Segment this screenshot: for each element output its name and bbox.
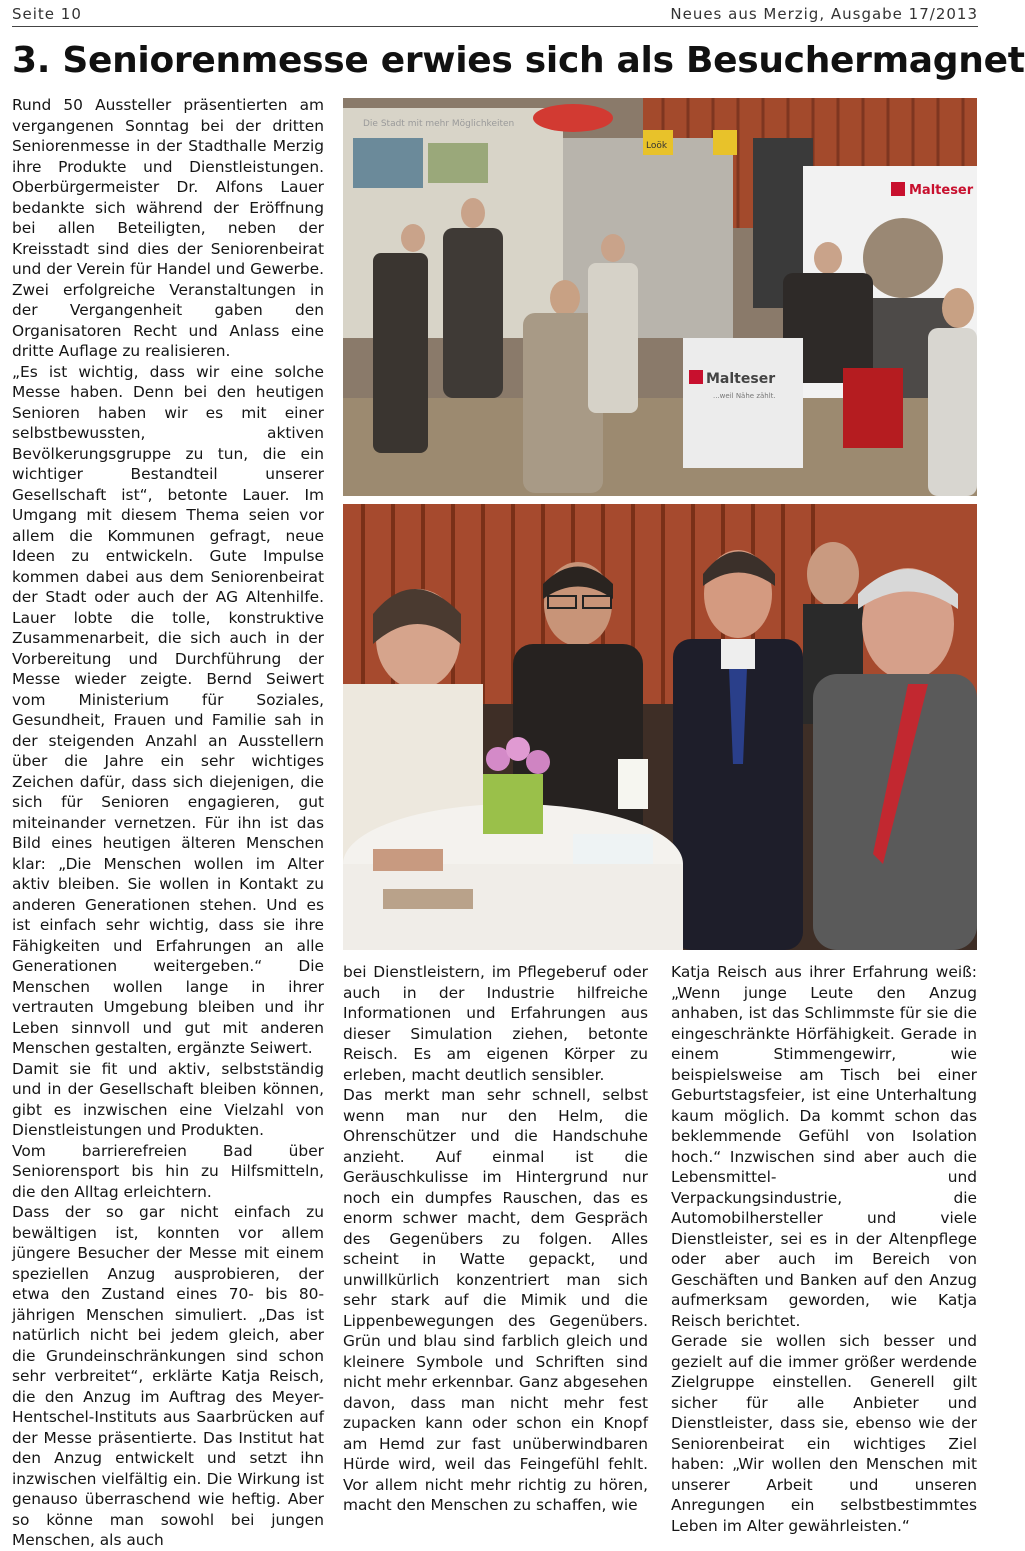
paragraph: Rund 50 Aussteller präsentierten am vergangenen Sonntag bei der dritten Seniorenmesse in der Stadthalle Merzig ihre Produkte und Dienstleistungen. Oberbürgermeister Dr. Alfons Lauer bedankte sich während der Eröffnung bei allen Beteiligten, neben der Kreisstadt sind dies der Seniorenbeirat und der Verein für Handel und Gewerbe. Zwei erfolgreiche Veranstaltungen in der Vergangenheit gaben den Organisatoren Recht und Anlass eine dritte Auflage zu realisieren.	[12, 96, 324, 360]
paragraph: Vom barrierefreien Bad über Seniorensport bis hin zu Hilfsmitteln, die den Alltag erleichtern.	[12, 1141, 324, 1201]
paragraph: „Es ist wichtig, dass wir eine solche Messe haben. Denn bei den heutigen Senioren haben wir es mit einer selbstbewussten, aktiven Bevölkerungsgruppe zu tun, die ein wichtiger Bestandteil unserer Gesellschaft ist“, betonte Lauer. Im Umgang mit diesem Thema seien vor allem die Kommunen gefragt, neue Ideen zu entwickeln. Gute Impulse kommen dabei aus dem Seniorenbeirat der Stadt oder auch der AG Altenhilfe. Lauer lobte die tolle, konstruktive Zusammenarbeit, die sich auch in der Vorbereitung und Durchführung der Messe wieder zeigte. Bernd Seiwert vom Ministerium für Soziales, Gesundheit, Frauen und Familie sah in der steigenden Anzahl an Ausstellern über die Jahre ein sehr wichtiges Zeichen dafür, dass sich diejenigen, die sich für Senioren engagieren, gut miteinander vernetzen. Für ihn ist das Bild eines heutigen älteren Menschen klar: „Die Menschen wollen im Alter aktiv bleiben. Sie wollen in Kontakt zu anderen Generationen stehen. Und es ist einfach sehr wichtig, dass sie ihre Fähigkeiten und Erfahrungen an alle Generationen weitergeben.“ Die Menschen wollen lange in ihrer vertrauten Umgebung bleiben und ihr Leben sinnvoll und gut mit anderen Menschen gestalten, ergänzte Seiwert.	[12, 362, 324, 1057]
backwall-text: Die Stadt mit mehr Möglichkeiten	[363, 119, 515, 129]
paragraph: Damit sie fit und aktiv, selbstständig und in der Gesellschaft bleiben können, gibt es inzwischen eine Vielzahl von Dienstleistungen und Produkten.	[12, 1059, 324, 1139]
paragraph: bei Dienstleistern, im Pflegeberuf oder auch in der Industrie hilfreiche Informationen und Erfahrungen aus dieser Simulation ziehen, betonte Reisch. Es am eigenen Körper zu erleben, macht deutlich sensibler.	[343, 963, 648, 1084]
paragraph: Das merkt man sehr schnell, selbst wenn man nur den Helm, die Ohrenschützer und die Handschuhe anzieht. Auf einmal ist die Geräuschkulisse im Hintergrund nur noch ein dumpfes Rauschen, das es enorm schwer macht, dem Gespräch des Gegenübers zu folgen. Alles scheint in Watte gepackt, und unwillkürlich konzentriert man sich sehr stark auf die Mimik und die Lippenbewegungen des Gegenübers. Grün und blau sind farblich gleich und kleinere Symbole und Schriften sind nicht mehr erkennbar. Ganz abgesehen davon, dass man nicht mehr fest zupacken kann oder schon ein Knopf am Hemd zur fast unüberwindbaren Hürde wird, weil das Feingefühl fehlt. Vor allem nicht mehr richtig zu hören, macht den Menschen zu schaffen, wie	[343, 1086, 648, 1514]
header-rule	[12, 26, 978, 27]
malteser-banner-text: Malteser	[909, 183, 974, 198]
booth-sign: Loök	[646, 141, 668, 151]
page-number: Seite 10	[12, 5, 82, 23]
issue-label: Neues aus Merzig, Ausgabe 17/2013	[670, 5, 978, 23]
article-column-2	[343, 962, 648, 1514]
article-column-1	[12, 95, 324, 1549]
paragraph: Dass der so gar nicht einfach zu bewältigen ist, konnten vor allem jüngere Besucher der Messe mit einem speziellen Anzug ausprobieren, der etwa den Zustand eines 70- bis 80-jährigen Menschen simuliert. „Das ist natürlich nicht bei jedem gleich, aber die Grundeinschränkungen sind schon sehr verbreitet“, erklärte Katja Reisch, die den Anzug im Auftrag des Meyer-Hentschel-Instituts aus Saarbrücken auf der Messe präsentierte. Das Institut hat den Anzug entwickelt und setzt ihn inzwischen vielfältig ein. Die Wirkung ist genauso überraschend wie heftig. Aber so könne man sowohl bei jungen Menschen, als auch	[12, 1203, 324, 1549]
paragraph: Katja Reisch aus ihrer Erfahrung weiß: „Wenn junge Leute den Anzug anhaben, ist das Schlimmste für sie die eingeschränkte Hörfähigkeit. Gerade in einem Stimmengewirr, wie beispielsweise am Tisch bei einer Geburtstagsfeier, ist eine Unterhaltung kaum möglich. Da kommt schon das beklemmende Gefühl von Isolation hoch.“ Inzwischen sind aber auch die Lebensmittel- und Verpackungsindustrie, die Automobilhersteller und viele Dienstleister, sei es in der Altenpflege oder aber auch im Bereich von Geschäften und Banken auf den Anzug aufmerksam geworden, wie Katja Reisch berichtet.	[671, 963, 977, 1330]
counter-tagline: ...weil Nähe zählt.	[713, 392, 776, 400]
photo-exhibition-hall	[343, 98, 977, 496]
paragraph: Gerade sie wollen sich besser und gezielt auf die immer größer werdende Zielgruppe einstellen. Generell gilt sicher für alle Anbieter und Dienstleister, dass sie, ebenso wie der Seniorenbeirat ein wichtiges Ziel haben: „Wir wollen den Menschen mit unserer Arbeit und unseren Anregungen ein selbstbestimmtes Leben im Alter gewährleisten.“	[671, 1332, 977, 1535]
article-column-3	[671, 962, 977, 1535]
malteser-counter-text: Malteser	[706, 371, 776, 387]
page-header	[12, 2, 978, 28]
photo-conversation-table	[343, 504, 977, 950]
article-headline: 3. Seniorenmesse erwies sich als Besuchermagnet	[12, 40, 1025, 81]
